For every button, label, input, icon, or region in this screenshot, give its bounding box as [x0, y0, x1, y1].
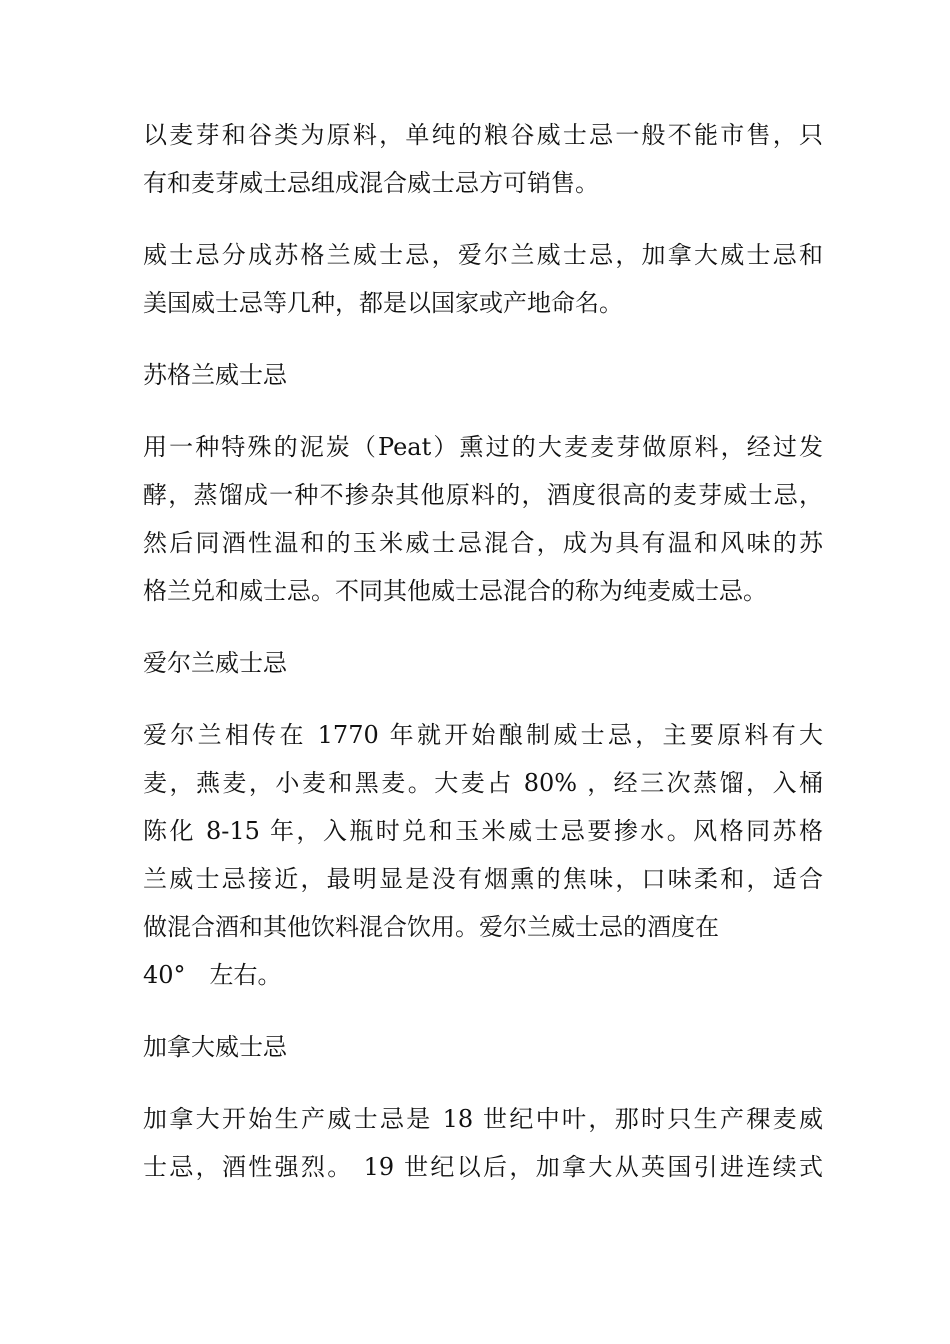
paragraph-line: 以麦芽和谷类为原料，单纯的粮谷威士忌一般不能市售，只 [143, 121, 823, 149]
paragraph-line: 士忌，酒性强烈。 19 世纪以后，加拿大从英国引进连续式 [143, 1153, 823, 1181]
paragraph-line: 麦，燕麦，小麦和黑麦。大麦占 80% ，经三次蒸馏，入桶 [143, 769, 823, 797]
paragraph-line: 然后同酒性温和的玉米威士忌混合，成为具有温和风味的苏 [143, 529, 823, 557]
paragraph-line: 陈化 8-15 年，入瓶时兑和玉米威士忌要掺水。风格同苏格 [143, 817, 823, 845]
paragraph-line: 兰威士忌接近，最明显是没有烟熏的焦味，口味柔和，适合 [143, 865, 823, 893]
paragraph-line: 酵，蒸馏成一种不掺杂其他原料的，酒度很高的麦芽威士忌， [143, 481, 823, 509]
paragraph-line: 威士忌分成苏格兰威士忌，爱尔兰威士忌，加拿大威士忌和 [143, 241, 823, 269]
paragraph-line: 格兰兑和威士忌。不同其他威士忌混合的称为纯麦威士忌。 [143, 577, 767, 605]
section-heading-canadian: 加拿大威士忌 [143, 1033, 287, 1061]
paragraph-line: 美国威士忌等几种，都是以国家或产地命名。 [143, 289, 623, 317]
paragraph-line: 加拿大开始生产威士忌是 18 世纪中叶，那时只生产稞麦威 [143, 1105, 823, 1133]
paragraph-line: 做混合酒和其他饮料混合饮用。爱尔兰威士忌的酒度在 [143, 913, 719, 941]
paragraph-line: 用一种特殊的泥炭（Peat）熏过的大麦麦芽做原料，经过发 [143, 433, 823, 461]
section-heading-scotch: 苏格兰威士忌 [143, 361, 287, 389]
paragraph-line: 40° 左右。 [143, 961, 282, 989]
section-heading-irish: 爱尔兰威士忌 [143, 649, 287, 677]
paragraph-line: 有和麦芽威士忌组成混合威士忌方可销售。 [143, 169, 599, 197]
paragraph-line: 爱尔兰相传在 1770 年就开始酿制威士忌，主要原料有大 [143, 721, 823, 749]
